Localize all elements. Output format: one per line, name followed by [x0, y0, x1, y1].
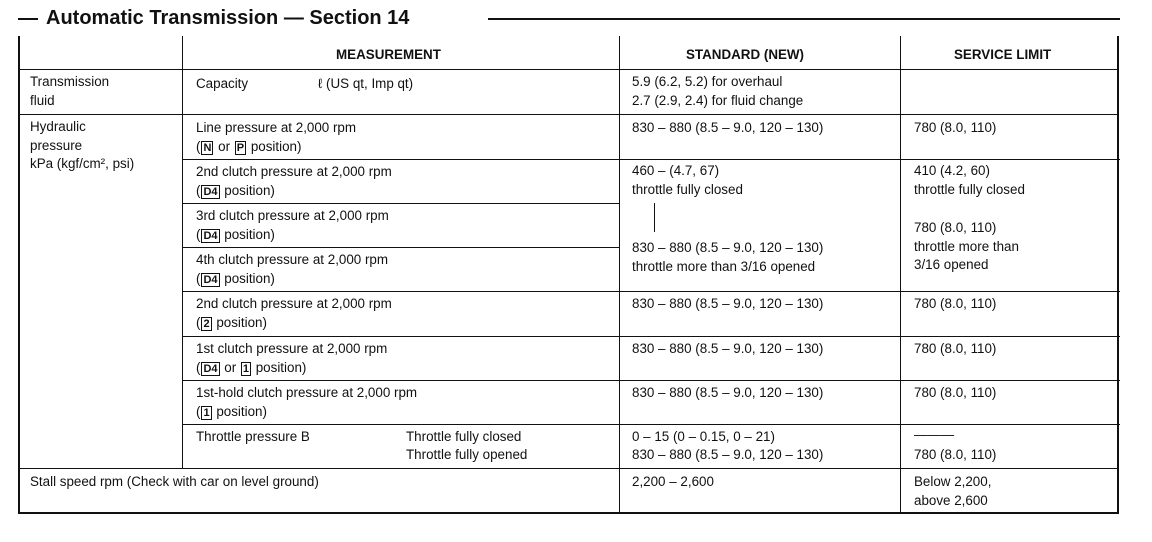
standard-line: 5.9 (6.2, 5.2) for overhaul: [632, 74, 783, 89]
stall-speed-limit: [914, 473, 991, 510]
pressure-category: [30, 118, 134, 174]
gear-position-box: D4: [203, 273, 218, 286]
gear-position-box: D4: [203, 229, 218, 242]
standard-line: 460 – (4.7, 67): [632, 163, 720, 178]
category-line: pressure: [30, 137, 83, 153]
stall-speed-label: Stall speed rpm (Check with car on level ground): [30, 474, 319, 489]
stall-speed-standard: 2,200 – 2,600: [632, 474, 714, 489]
line-pressure-standard: 830 – 880 (8.5 – 9.0, 120 – 130): [632, 120, 824, 135]
measure-row: [196, 295, 392, 332]
row-standard: 830 – 880 (8.5 – 9.0, 120 – 130): [632, 296, 824, 311]
category-line: Hydraulic: [30, 119, 86, 134]
row-standard: 830 – 880 (8.5 – 9.0, 120 – 130): [632, 385, 824, 400]
limit-line: throttle more than: [914, 238, 1019, 254]
limit-line: 3/16 opened: [914, 257, 989, 272]
standard-line: throttle fully closed: [632, 181, 743, 197]
row-separator: [182, 203, 619, 204]
gear-position-box: P: [236, 141, 245, 154]
gear-position-box: N: [203, 141, 212, 154]
row-separator: [182, 291, 619, 292]
standard-column-divider: [619, 36, 620, 514]
measure-position: ( D4 position): [196, 270, 275, 286]
measure-name: 4th clutch pressure at 2,000 rpm: [196, 252, 389, 267]
gear-position-box: D4: [203, 185, 218, 198]
header-rule: [488, 18, 1120, 20]
measure-name: Line pressure at 2,000 rpm: [196, 120, 357, 135]
section-title: Automatic Transmission — Section 14: [46, 7, 410, 29]
limit-line: 410 (4.2, 60): [914, 163, 990, 178]
standard-limit-separator: [619, 424, 1120, 425]
throttle-opened-standard: 830 – 880 (8.5 – 9.0, 120 – 130): [632, 447, 824, 462]
row-separator: [182, 336, 619, 337]
gear-position-box: 1: [203, 406, 210, 419]
clutch-group-standard-closed: [632, 162, 743, 199]
category-line: kPa (kgf/cm², psi): [30, 156, 135, 171]
standard-limit-separator: [619, 380, 1120, 381]
section-header: [18, 5, 1120, 33]
measure-row: [196, 384, 417, 421]
throttle-pressure-label: Throttle pressure B: [196, 429, 310, 444]
measure-name: 2nd clutch pressure at 2,000 rpm: [196, 164, 392, 179]
measure-row: [196, 251, 388, 288]
row-separator: [182, 424, 619, 425]
clutch-group-standard-open: [632, 239, 823, 276]
category-line: Transmission: [30, 74, 110, 89]
measure-row: [196, 163, 392, 200]
measure-name: 2nd clutch pressure at 2,000 rpm: [196, 296, 392, 311]
standard-header: STANDARD (NEW): [686, 47, 805, 62]
category-line: fluid: [30, 92, 55, 108]
row-limit: 780 (8.0, 110): [914, 341, 997, 356]
limit-line: above 2,600: [914, 492, 988, 508]
measure-name: 1st-hold clutch pressure at 2,000 rpm: [196, 385, 418, 400]
line-pressure-limit: 780 (8.0, 110): [914, 120, 997, 135]
standard-line: 2.7 (2.9, 2.4) for fluid change: [632, 92, 804, 108]
clutch-group-limit-closed: [914, 162, 1025, 199]
measurement-header: MEASUREMENT: [336, 47, 441, 62]
row-separator: [182, 380, 619, 381]
measure-position: ( D4 position): [196, 182, 275, 198]
throttle-opened-limit: 780 (8.0, 110): [914, 447, 997, 462]
limit-column-divider: [900, 36, 901, 514]
header-dash: [18, 18, 38, 20]
limit-line: Below 2,200,: [914, 474, 992, 489]
row-limit: 780 (8.0, 110): [914, 385, 997, 400]
gear-position-box: D4: [203, 362, 218, 375]
measure-row: [196, 119, 356, 156]
throttle-closed-label: Throttle fully closed: [406, 429, 522, 444]
service-limit-header: SERVICE LIMIT: [954, 47, 1052, 62]
capacity-label: Capacity: [196, 76, 249, 91]
clutch-group-limit-open: [914, 219, 1019, 275]
standard-limit-separator: [619, 336, 1120, 337]
measure-name: 3rd clutch pressure at 2,000 rpm: [196, 208, 389, 223]
measure-position: ( D4 position): [196, 226, 275, 242]
measure-row: [196, 340, 387, 377]
capacity-unit: ℓ (US qt, Imp qt): [318, 76, 414, 91]
measure-position: ( 1 position): [196, 403, 267, 419]
category-column-divider: [182, 36, 183, 469]
range-connector-line: [654, 203, 655, 232]
row-standard: 830 – 880 (8.5 – 9.0, 120 – 130): [632, 341, 824, 356]
measure-row: [196, 207, 389, 244]
capacity-standard: [632, 73, 803, 110]
measure-position: ( 2 position): [196, 314, 267, 330]
measure-name: 1st clutch pressure at 2,000 rpm: [196, 341, 388, 356]
gear-position-box: 1: [242, 362, 250, 375]
measure-position: ( D4 or 1 position): [196, 359, 307, 375]
gear-position-box: 2: [203, 317, 210, 330]
row-limit: 780 (8.0, 110): [914, 296, 997, 311]
standard-limit-separator: [619, 291, 1120, 292]
standard-separator: [619, 159, 900, 160]
fluid-category: [30, 73, 109, 110]
limit-separator: [900, 159, 1120, 160]
measure-position: ( N or P position): [196, 138, 302, 154]
throttle-closed-standard: 0 – 15 (0 – 0.15, 0 – 21): [632, 429, 775, 444]
standard-line: throttle more than 3/16 opened: [632, 258, 816, 274]
limit-line: 780 (8.0, 110): [914, 220, 997, 235]
throttle-opened-label: Throttle fully opened: [406, 447, 528, 462]
throttle-closed-limit: ———: [914, 427, 955, 442]
limit-line: throttle fully closed: [914, 181, 1025, 197]
standard-line: 830 – 880 (8.5 – 9.0, 120 – 130): [632, 240, 824, 255]
row-separator: [182, 159, 619, 160]
row-separator: [182, 247, 619, 248]
